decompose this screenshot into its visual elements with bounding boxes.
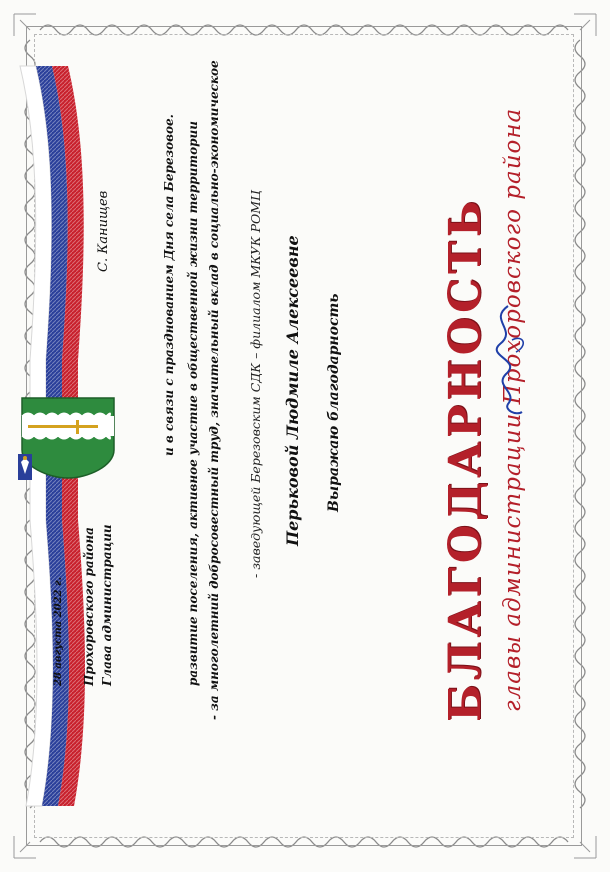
signer-name: С. Канищев bbox=[96, 190, 111, 272]
reason-line-3: и в связи с празднованием Дня села Березовое. bbox=[162, 114, 176, 456]
gratitude-line: Выражаю благодарность bbox=[326, 293, 342, 512]
recipient-name: Перьковой Людмиле Алексеевне bbox=[283, 235, 302, 546]
signer-title-line-2: Прохоровского района bbox=[82, 527, 96, 686]
issue-date: 28 августа 2022 г. bbox=[53, 576, 64, 686]
reason-line-1: - за многолетний добросовестный труд, значительный вклад в социально-экономическое bbox=[207, 60, 221, 720]
reason-line-2: развитие поселения, активное участие в общественной жизни территории bbox=[186, 121, 200, 686]
certificate-subtitle: главы администрации Прохоровского района bbox=[500, 107, 526, 712]
signer-title-line-1: Глава администрации bbox=[100, 524, 114, 686]
recipient-position: - заведующей Березовским СДК – филиалом МКУК РОМЦ bbox=[248, 190, 263, 578]
certificate-title: БЛАГОДАРНОСТЬ bbox=[440, 196, 491, 722]
handwritten-signature bbox=[478, 300, 538, 420]
